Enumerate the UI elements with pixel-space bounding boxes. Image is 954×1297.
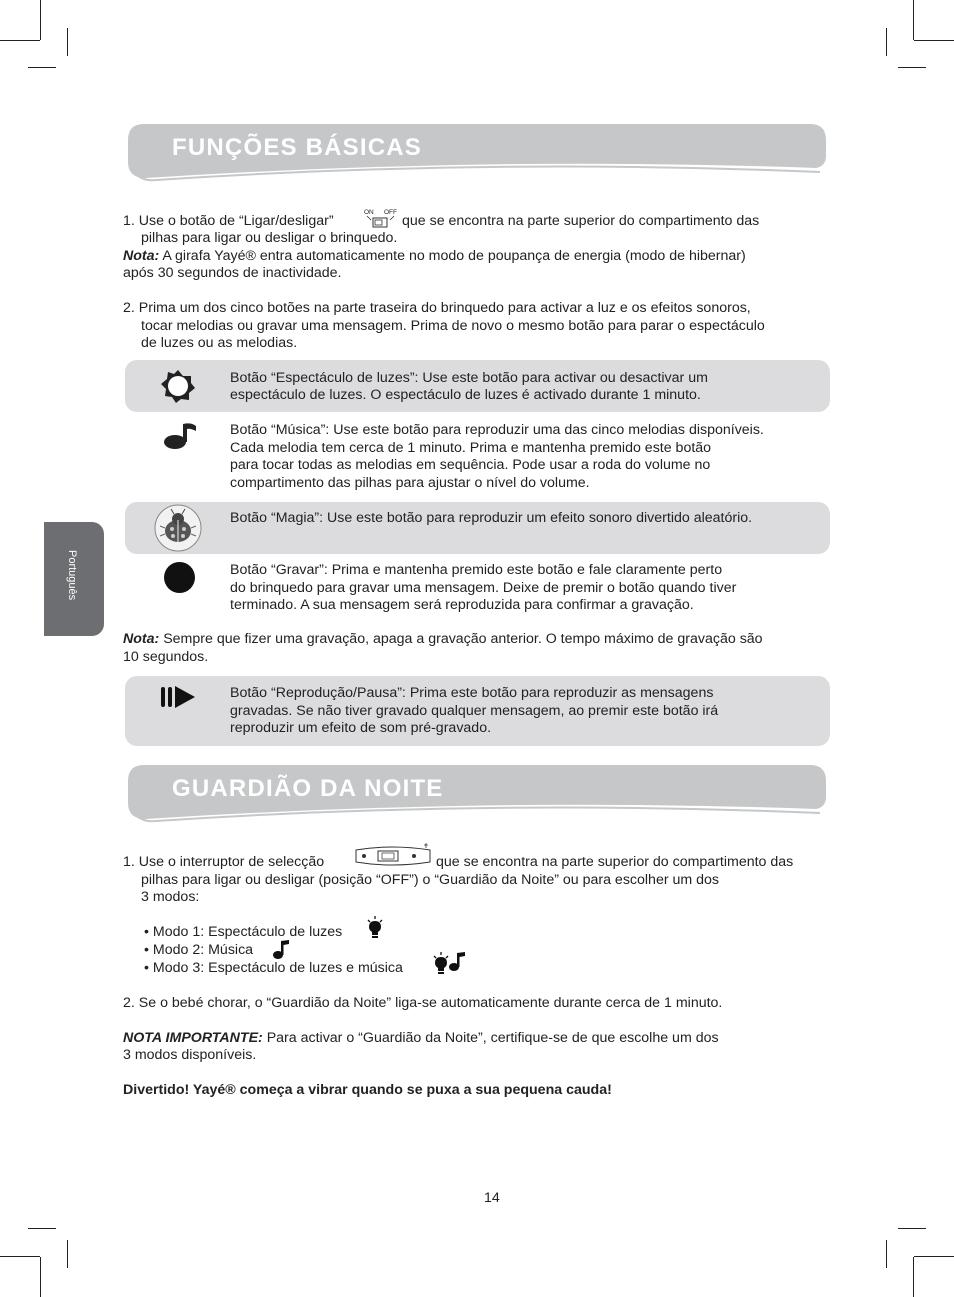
crop-mark [40,0,41,40]
crop-mark [914,40,954,41]
crop-mark [40,1257,41,1297]
record-desc-line3: terminado. A sua mensagem será reproduzida para confirmar a gravação. [230,597,694,613]
crop-mark [898,67,926,68]
item2-line1: 2. Prima um dos cinco botões na parte traseira do brinquedo para activar a luz e os efeitos sonoros, [123,300,751,316]
nota-label: Nota: [123,631,160,647]
item1-line1-pre: 1. Use o botão de “Ligar/desligar” [123,213,334,229]
important-label: NOTA IMPORTANTE: [123,1030,263,1046]
music-desc-line4: compartimento das pilhas para ajustar o nível do volume. [230,475,590,491]
mode1-text: • Modo 1: Espectáculo de luzes [144,924,343,940]
item2-line3: de luzes ou as melodias. [141,335,298,351]
mode2-text: • Modo 2: Música [144,942,254,958]
section-title: GUARDIÃO DA NOITE [172,775,444,802]
item1-line2: pilhas para ligar ou desligar o brinquedo. [141,230,398,246]
lightbulb-icon [366,915,384,939]
night-item2: 2. Se o bebé chorar, o “Guardião da Noite” liga-se automaticamente durante cerca de 1 minuto. [123,995,723,1011]
language-label: Português [66,550,78,601]
play-pause-icon [160,686,196,708]
crop-mark [914,1256,954,1257]
crop-mark [0,1256,40,1257]
crop-mark [28,67,56,68]
crop-mark [913,0,914,40]
nota2-text: Sempre que fizer uma gravação, apaga a gravação anterior. O tempo máximo de gravação são [159,631,763,647]
play-desc-line1: Botão “Reprodução/Pausa”: Prima este botão para reproduzir as mensagens [230,685,714,701]
night-line1-pre: 1. Use o interruptor de selecção [123,854,325,870]
nota1-text: A girafa Yayé® entra automaticamente no modo de poupança de energia (modo de hibernar) [159,248,746,264]
switch-on-label: ON [364,209,374,216]
important-text: Para activar o “Guardião da Noite”, certifique-se de que escolhe um dos [262,1030,719,1046]
crop-mark [898,1228,926,1229]
mode-selector-switch-icon [352,842,434,870]
switch-off-label: OFF [384,209,397,216]
music-desc-line2: Cada melodia tem cerca de 1 minuto. Prima e mantenha premido este botão [230,440,712,456]
record-dot-icon [164,562,195,593]
nota2-line2: 10 segundos. [123,649,209,665]
record-desc-line1: Botão “Gravar”: Prima e mantenha premido este botão e fale claramente perto [230,562,723,578]
night-line2: pilhas para ligar ou desligar (posição “OFF”) o “Guardião da Noite” ou para escolher um dos [141,872,720,888]
crop-mark [913,1257,914,1297]
light-sun-icon [160,368,196,404]
ladybug-icon [152,504,204,552]
fun-fact: Divertido! Yayé® começa a vibrar quando se puxa a sua pequena cauda! [123,1082,612,1098]
page-number: 14 [484,1190,500,1206]
crop-mark [67,28,68,56]
music-note-small-icon [272,938,290,960]
music-desc-line3: para tocar todas as melodias em sequência. Pode usar a roda do volume no [230,457,711,473]
magic-desc-line1: Botão “Magia”: Use este botão para reproduzir um efeito sonoro divertido aleatório. [230,510,753,526]
section-banner-basic-functions [126,122,828,184]
music-desc-line1: Botão “Música”: Use este botão para reproduzir uma das cinco melodias disponíveis. [230,422,764,438]
item1-line1-post: que se encontra na parte superior do compartimento das [402,213,760,229]
play-desc-line3: reproduzir um efeito de som pré-gravado. [230,720,492,736]
crop-mark [886,1240,887,1268]
important-line2: 3 modos disponíveis. [123,1047,257,1063]
section-title: FUNÇÕES BÁSICAS [172,134,423,161]
nota1-line2: após 30 segundos de inactividade. [123,265,342,281]
nota-label: Nota: [123,248,160,264]
nota2-line1 [123,631,763,649]
record-desc-line2: do brinquedo para gravar uma mensagem. Deixe de premir o botão quando tiver [230,580,737,596]
crop-mark [67,1240,68,1268]
music-note-icon [162,420,198,452]
night-line1-post: que se encontra na parte superior do compartimento das [436,854,794,870]
nota1-line1 [123,248,746,266]
crop-mark [886,28,887,56]
crop-mark [0,40,40,41]
language-side-tab [44,522,104,636]
night-line3: 3 modos: [141,889,200,905]
crop-mark [28,1228,56,1229]
lights-desc-line1: Botão “Espectáculo de luzes”: Use este botão para activar ou desactivar um [230,370,708,386]
important-line1 [123,1030,719,1048]
item2-line2: tocar melodias ou gravar uma mensagem. Prima de novo o mesmo botão para parar o espectáculo [141,318,765,334]
lights-desc-line2: espectáculo de luzes. O espectáculo de luzes é activado durante 1 minuto. [230,387,701,403]
play-desc-line2: gravadas. Se não tiver gravado qualquer mensagem, ao premir este botão irá [230,703,719,719]
mode3-text: • Modo 3: Espectáculo de luzes e música [144,960,403,976]
lightbulb-music-icon [432,950,466,976]
section-banner-night-guardian [126,763,828,825]
